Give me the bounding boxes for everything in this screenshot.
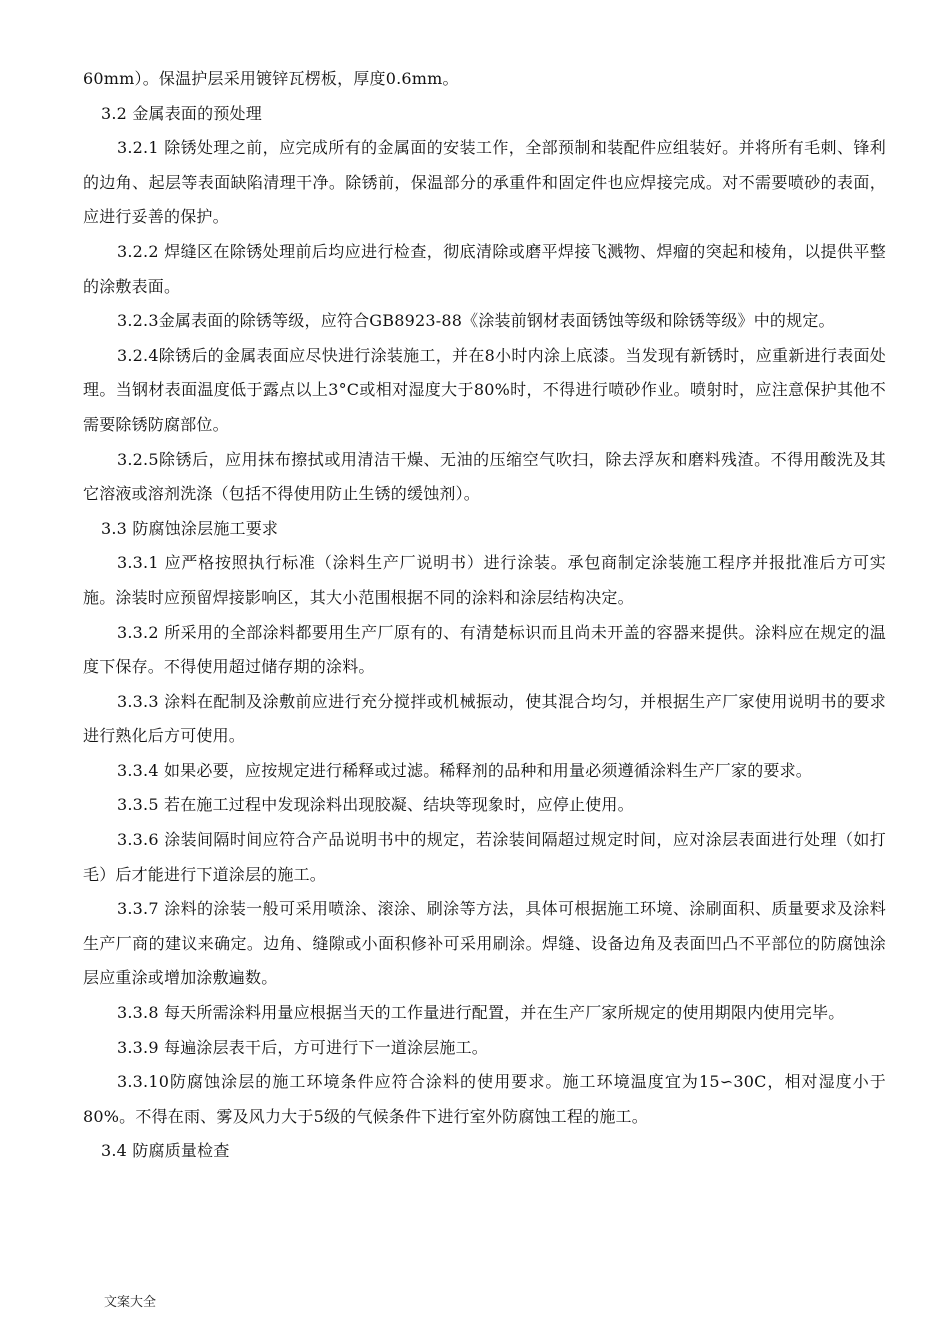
- paragraph-3-2-2: 3.2.2 焊缝区在除锈处理前后均应进行检查，彻底清除或磨平焊接飞溅物、焊瘤的突起和棱角，以提供平整的涂敷表面。: [83, 241, 886, 296]
- section-heading-3-3: 3.3 防腐蚀涂层施工要求: [101, 518, 279, 538]
- paragraph-3-3-9: 3.3.9 每遍涂层表干后，方可进行下一道涂层施工。: [117, 1037, 488, 1057]
- paragraph-3-3-6: 3.3.6 涂装间隔时间应符合产品说明书中的规定，若涂装间隔超过规定时间，应对涂层表面进行处理（如打毛）后才能进行下道涂层的施工。: [83, 830, 886, 884]
- paragraph-3-2-5: 3.2.5除锈后，应用抹布擦拭或用清洁干燥、无油的压缩空气吹扫，除去浮灰和磨料残渣。不得用酸洗及其它溶液或溶剂洗涤（包括不得使用防止生锈的缓蚀剂）。: [83, 449, 886, 504]
- page-footer: 文案大全: [104, 1295, 157, 1310]
- paragraph-3-3-1: 3.3.1 应严格按照执行标准（涂料生产厂说明书）进行涂装。承包商制定涂装施工程序并报批准后方可实施。涂装时应预留焊接影响区，其大小范围根据不同的涂料和涂层结构决定。: [83, 553, 886, 607]
- paragraph-3-3-10: 3.3.10防腐蚀涂层的施工环境条件应符合涂料的使用要求。施工环境温度宜为15∽30C，相对湿度小于80%。不得在雨、雾及风力大于5级的气候条件下进行室外防腐蚀工程的施工。: [83, 1072, 886, 1126]
- paragraph-3-3-8: 3.3.8 每天所需涂料用量应根据当天的工作量进行配置，并在生产厂家所规定的使用期限内使用完毕。: [117, 1003, 845, 1023]
- paragraph-3-3-2: 3.3.2 所采用的全部涂料都要用生产厂原有的、有清楚标识而且尚未开盖的容器来提供。涂料应在规定的温度下保存。不得使用超过储存期的涂料。: [83, 622, 886, 677]
- paragraph-3-3-3: 3.3.3 涂料在配制及涂敷前应进行充分搅拌或机械振动，使其混合均匀，并根据生产厂家使用说明书的要求进行熟化后方可使用。: [83, 691, 886, 746]
- section-heading-3-4: 3.4 防腐质量检查: [101, 1141, 230, 1161]
- paragraph-3-3-4: 3.3.4 如果必要，应按规定进行稀释或过滤。稀释剂的品种和用量必须遵循涂料生产厂家的要求。: [117, 760, 812, 780]
- paragraph-3-3-7: 3.3.7 涂料的涂装一般可采用喷涂、滚涂、刷涂等方法，具体可根据施工环境、涂刷面积、质量要求及涂料生产厂商的建议来确定。边角、缝隙或小面积修补可采用刷涂。焊缝、设备边角及表面凹凸不平部位的防腐蚀涂层应重涂或增加涂敷遍数。: [83, 899, 886, 988]
- paragraph-3-2-3: 3.2.3金属表面的除锈等级，应符合GB8923-88《涂装前钢材表面锈蚀等级和除锈等级》中的规定。: [117, 311, 835, 331]
- paragraph-3-3-5: 3.3.5 若在施工过程中发现涂料出现胶凝、结块等现象时，应停止使用。: [117, 795, 634, 815]
- section-heading-3-2: 3.2 金属表面的预处理: [101, 103, 262, 123]
- paragraph-continuation: 60mm）。保温护层采用镀锌瓦楞板，厚度0.6mm。: [83, 69, 459, 88]
- paragraph-3-2-4: 3.2.4除锈后的金属表面应尽快进行涂装施工，并在8小时内涂上底漆。当发现有新锈时，应重新进行表面处理。当钢材表面温度低于露点以上3°C或相对湿度大于80%时，不得进行喷砂作业。喷射时，应注意保护其他不需要除锈防腐部位。: [83, 345, 886, 434]
- paragraph-3-2-1: 3.2.1 除锈处理之前，应完成所有的金属面的安装工作，全部预制和装配件应组装好。并将所有毛刺、锋利的边角、起层等表面缺陷清理干净。除锈前，保温部分的承重件和固定件也应焊接完成。对不需要喷砂的表面，应进行妥善的保护。: [83, 138, 886, 227]
- document-body: [83, 62, 886, 1169]
